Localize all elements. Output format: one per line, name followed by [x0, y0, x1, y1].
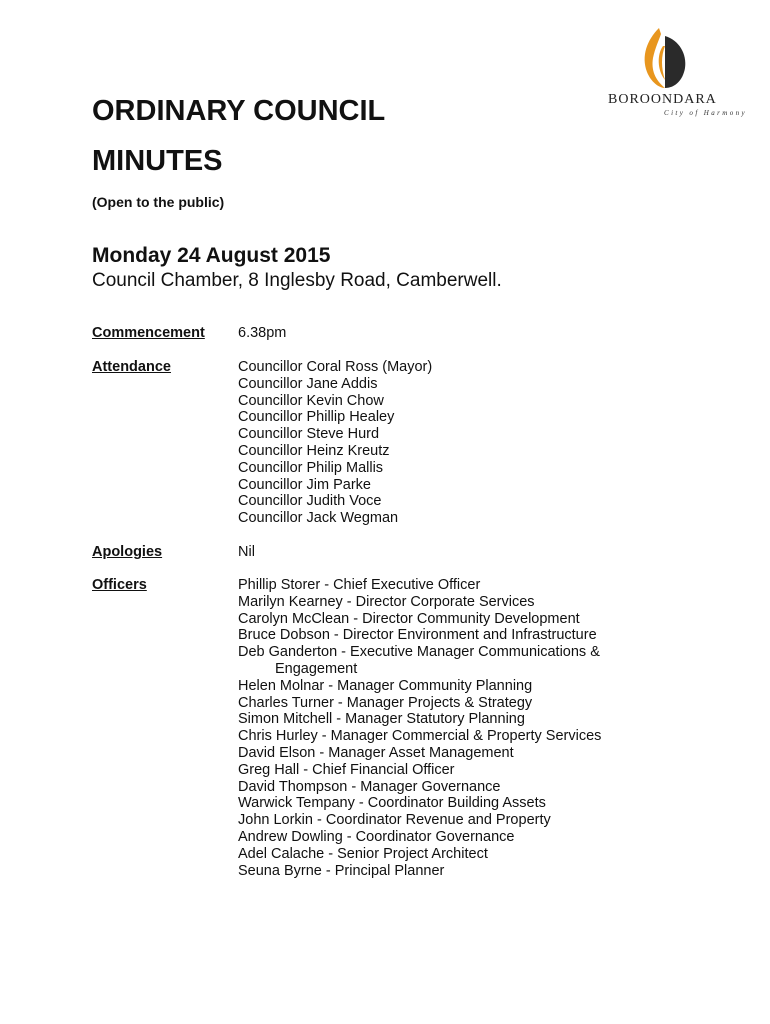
officer-item: Marilyn Kearney - Director Corporate Services — [238, 593, 535, 610]
officer-item: Deb Ganderton - Executive Manager Communications & — [238, 644, 600, 661]
commencement-value: 6.38pm — [238, 325, 287, 341]
emblem-inner-orange — [659, 46, 665, 80]
officer-item: Phillip Storer - Chief Executive Officer — [238, 577, 481, 593]
logo-name: BOROONDARA — [608, 92, 717, 107]
attendee-item: Councillor Kevin Chow — [238, 392, 384, 409]
officer-item: Andrew Dowling - Coordinator Governance — [238, 828, 515, 845]
apologies-value: Nil — [238, 544, 255, 560]
officer-item: Greg Hall - Chief Financial Officer — [238, 761, 455, 778]
attendee-item: Councillor Steve Hurd — [238, 426, 380, 443]
attendee-item: Councillor Phillip Healey — [238, 409, 395, 426]
commencement-label: Commencement — [92, 325, 205, 341]
officer-item: Warwick Tempany - Coordinator Building Assets — [238, 795, 546, 812]
document-title-line2: MINUTES — [92, 145, 223, 177]
apologies-label: Apologies — [92, 544, 163, 560]
officer-item: Chris Hurley - Manager Commercial & Property Services — [238, 728, 602, 745]
officer-item: John Lorkin - Coordinator Revenue and Property — [238, 812, 551, 829]
attendee-item: Councillor Heinz Kreutz — [238, 442, 390, 459]
officer-item: David Elson - Manager Asset Management — [238, 744, 514, 761]
attendee-item: Councillor Coral Ross (Mayor) — [238, 359, 433, 375]
officer-item: Simon Mitchell - Manager Statutory Planning — [238, 711, 525, 728]
attendee-item: Councillor Jack Wegman — [238, 510, 399, 527]
officer-item: Charles Turner - Manager Projects & Strategy — [238, 694, 533, 711]
document-title-line1: ORDINARY COUNCIL — [92, 95, 386, 127]
officers-label: Officers — [92, 577, 147, 593]
attendee-item: Councillor Philip Mallis — [238, 459, 384, 476]
officer-item: Bruce Dobson - Director Environment and Infrastructure — [238, 627, 597, 644]
attendee-item: Councillor Judith Voce — [238, 493, 382, 510]
emblem-dark-half — [665, 36, 685, 88]
attendance-label: Attendance — [92, 359, 171, 375]
document-subtitle: (Open to the public) — [92, 194, 225, 210]
meeting-venue: Council Chamber, 8 Inglesby Road, Camberwell. — [92, 270, 502, 291]
officer-item: Seuna Byrne - Principal Planner — [238, 862, 445, 879]
officers-list — [238, 577, 601, 879]
officer-item: David Thompson - Manager Governance — [238, 778, 501, 795]
officer-item-continuation: Engagement — [275, 660, 358, 677]
boroondara-emblem-icon — [639, 26, 689, 90]
attendee-item: Councillor Jane Addis — [238, 375, 378, 392]
officer-item: Carolyn McClean - Director Community Development — [238, 610, 580, 627]
officer-item: Adel Calache - Senior Project Architect — [238, 845, 488, 862]
attendance-list — [238, 359, 432, 527]
boroondara-logo — [608, 26, 748, 122]
logo-tagline: City of Harmony — [664, 109, 748, 117]
meeting-date: Monday 24 August 2015 — [92, 244, 331, 267]
attendee-item: Councillor Jim Parke — [238, 476, 371, 493]
officer-item: Helen Molnar - Manager Community Planning — [238, 677, 533, 694]
